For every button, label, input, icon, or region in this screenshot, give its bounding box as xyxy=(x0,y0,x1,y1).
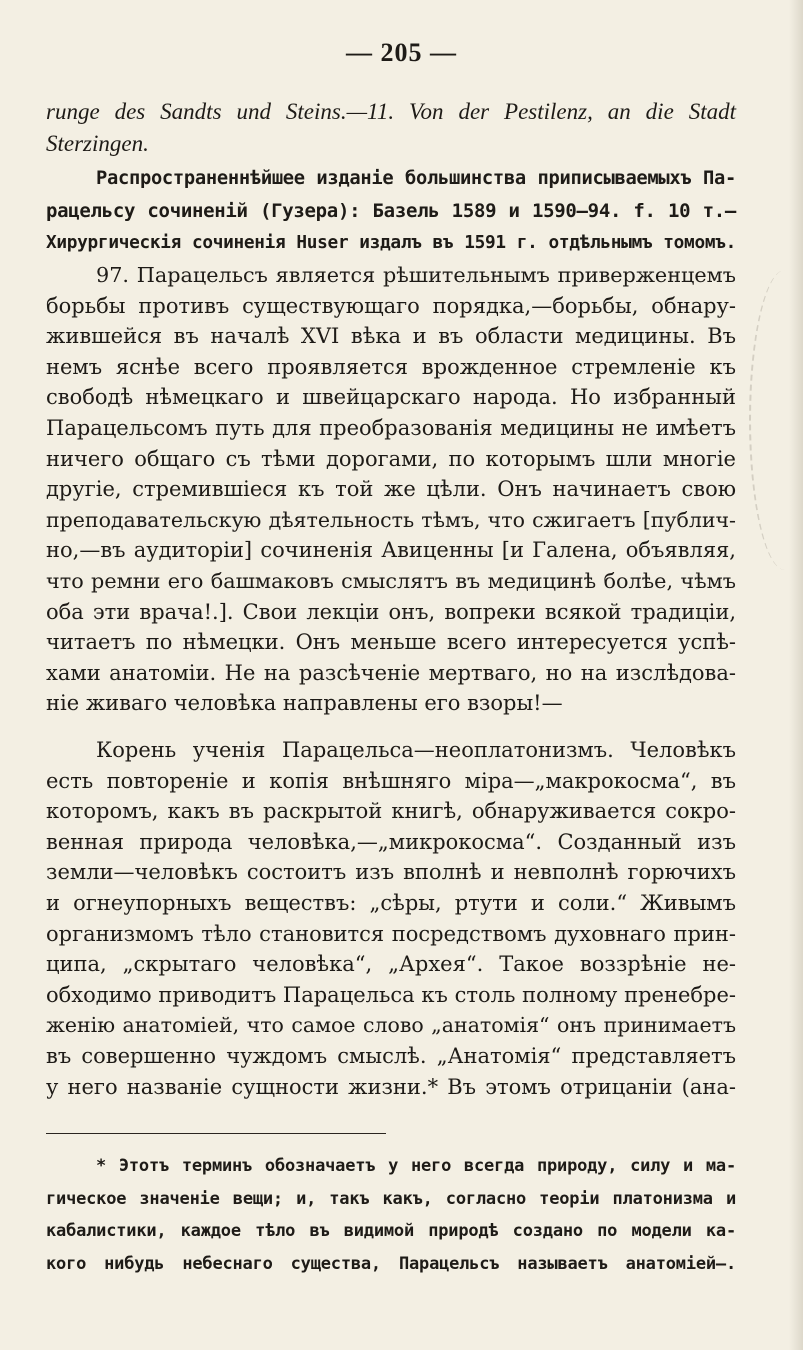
paragraph-line: Корень ученія Парацельса—неоплатонизмъ. Человѣкъ xyxy=(96,738,736,762)
paragraph-line: которомъ, какъ въ раскрытой книгѣ, обнаруживается сокро- xyxy=(46,799,736,824)
paragraph-line: но,—въ аудиторіи] сочиненія Авиценны [и Галена, объявляя, xyxy=(46,538,736,563)
scan-edge xyxy=(789,0,803,1350)
paragraph-line: читаетъ по нѣмецки. Онъ меньше всего интересуется успѣ- xyxy=(46,630,736,655)
paragraph-line: земли—человѣкъ состоитъ изъ вполнѣ и невполнѣ горючихъ xyxy=(46,860,736,885)
paragraph-line: хами анатоміи. Не на разсѣченіе мертваго, но на изслѣдова- xyxy=(46,660,736,685)
paragraph-line: преподавательскую дѣятельность тѣмъ, что сжигаетъ [публич- xyxy=(46,507,736,532)
paragraph-line: ципа, „скрытаго человѣка“, „Архея“. Такое воззрѣніе не- xyxy=(46,952,736,977)
page-number: — 205 — xyxy=(346,38,457,67)
paragraph-line: есть повтореніе и копія внѣшняго міра—„макрокосма“, въ xyxy=(46,768,736,793)
edition-note-line: рацельсу сочиненій (Гузера): Базель 1589 и 1590—94. f. 10 т.— xyxy=(46,200,736,222)
paragraph-line: Парацельсомъ путь для преобразованія медицины не имѣетъ xyxy=(46,415,736,440)
footnote-line: кабалистики, каждое тѣло въ видимой природѣ создано по модели ка- xyxy=(46,1221,736,1241)
paragraph-97 xyxy=(46,260,736,719)
paragraph-koren xyxy=(46,735,736,1102)
paragraph-line: обходимо приводитъ Парацельса къ столь полному пренебре- xyxy=(46,982,736,1007)
footnote-line: кого нибудь небеснаго существа, Парацельсъ называетъ анатоміей—. xyxy=(46,1253,736,1274)
paragraph-line: борьбы противъ существующаго порядка,—борьбы, обнару- xyxy=(46,293,736,318)
footnote-line: гическое значеніе вещи; и, такъ какъ, согласно теоріи платонизма и xyxy=(46,1188,736,1209)
footnote-line: * Этотъ терминъ обозначаетъ у него всегда природу, силу и ма- xyxy=(96,1156,736,1176)
paragraph-line: ніе живаго человѣка направлены его взоры!— xyxy=(46,691,563,716)
paragraph-line: у него названіе сущности жизни.* Въ этомъ отрицаніи (ана- xyxy=(46,1074,736,1099)
footnote-divider xyxy=(46,1133,386,1134)
paragraph-line: и огнеупорныхъ веществъ: „сѣры, ртути и соли.“ Живымъ xyxy=(46,890,736,915)
paragraph-line: 97. Парацельсъ является рѣшительнымъ приверженцемъ xyxy=(96,263,736,287)
edition-note-line: Хирургическія сочиненія Huser издалъ въ 1591 г. отдѣльнымъ томомъ. xyxy=(46,233,736,253)
paragraph-line: венная природа человѣка,—„микрокосма“. Созданный изъ xyxy=(46,829,736,854)
paragraph-line: женію анатоміей, что самое слово „анатомія“ онъ принимаетъ xyxy=(46,1013,736,1038)
title-line: runge des Sandts und Steins.—11. Von der Pestilenz, an die Stadt xyxy=(46,99,736,124)
footnote xyxy=(46,1150,736,1280)
paragraph-line: что ремни его башмаковъ смыслятъ въ медицинѣ болѣе, чѣмъ xyxy=(46,568,736,593)
paragraph-line: другіе, стремившіеся къ той же цѣли. Онъ начинаетъ свою xyxy=(46,477,736,502)
paragraph-line: оба эти врача!.]. Свои лекціи онъ, вопреки всякой традиціи, xyxy=(46,599,736,624)
paragraph-line: въ совершенно чуждомъ смыслѣ. „Анатомія“ представляетъ xyxy=(46,1043,736,1068)
paragraph-line: ничего общаго съ тѣми дорогами, по которымъ шли многіе xyxy=(46,446,736,471)
paragraph-line: свободѣ нѣмецкаго и швейцарскаго народа. Но избранный xyxy=(46,385,736,410)
paragraph-line: жившейся въ началѣ XVI вѣка и въ области медицины. Въ xyxy=(46,324,736,349)
library-stamp xyxy=(749,270,803,570)
title-line: Sterzingen. xyxy=(46,131,149,156)
edition-note xyxy=(46,163,736,259)
title-block xyxy=(46,96,736,160)
paragraph-line: немъ яснѣе всего проявляется врожденное стремленіе къ xyxy=(46,354,736,379)
edition-note-line: Распространеннѣйшее изданіе большинства приписываемыхъ Па- xyxy=(96,168,736,189)
paragraph-line: организмомъ тѣло становится посредствомъ духовнаго прин- xyxy=(46,921,736,946)
